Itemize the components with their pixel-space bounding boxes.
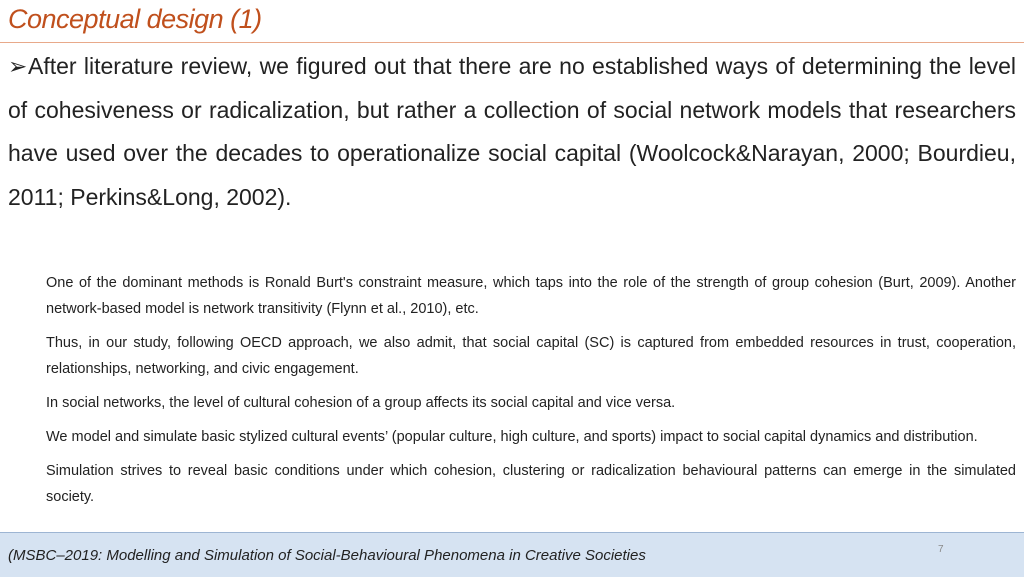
page-number: 7: [938, 544, 944, 555]
footer-text: (MSBC–2019: Modelling and Simulation of Social-Behavioural Phenomena in Creative Societies: [8, 547, 646, 564]
sub-point-item: Thus, in our study, following OECD approach, we also admit, that social capital (SC) is captured from embedded resources in trust, cooperation, relationships, networking, and civic engagement.: [46, 335, 1016, 377]
title-divider: [0, 42, 1024, 43]
sub-point-item: We model and simulate basic stylized cultural events’ (popular culture, high culture, and sports) impact to social capital dynamics and distribution.: [46, 429, 978, 445]
sub-point-item: One of the dominant methods is Ronald Burt's constraint measure, which taps into the role of the strength of group cohesion (Burt, 2009). Another network-based model is network transitivity (Flynn et al., 2010), etc.: [46, 275, 1016, 317]
sub-point-list: [46, 270, 1016, 518]
sub-point-item: Simulation strives to reveal basic conditions under which cohesion, clustering or radicalization behavioural patterns can emerge in the simulated society.: [46, 463, 1016, 505]
sub-point-item: In social networks, the level of cultural cohesion of a group affects its social capital and vice versa.: [46, 395, 676, 411]
slide-title: Conceptual design (1): [8, 4, 262, 34]
arrow-bullet-icon: ➢: [8, 53, 28, 79]
main-bullet-text: After literature review, we figured out that there are no established ways of determining the level of cohesiveness or radicalization, but rather a collection of social network models that researchers have used over the decades to operationalize social capital (Woolcock&Narayan, 2000; Bourdieu, 2011; Perkins&Long, 2002).: [8, 53, 1016, 210]
main-bullet-paragraph: [8, 45, 1016, 219]
